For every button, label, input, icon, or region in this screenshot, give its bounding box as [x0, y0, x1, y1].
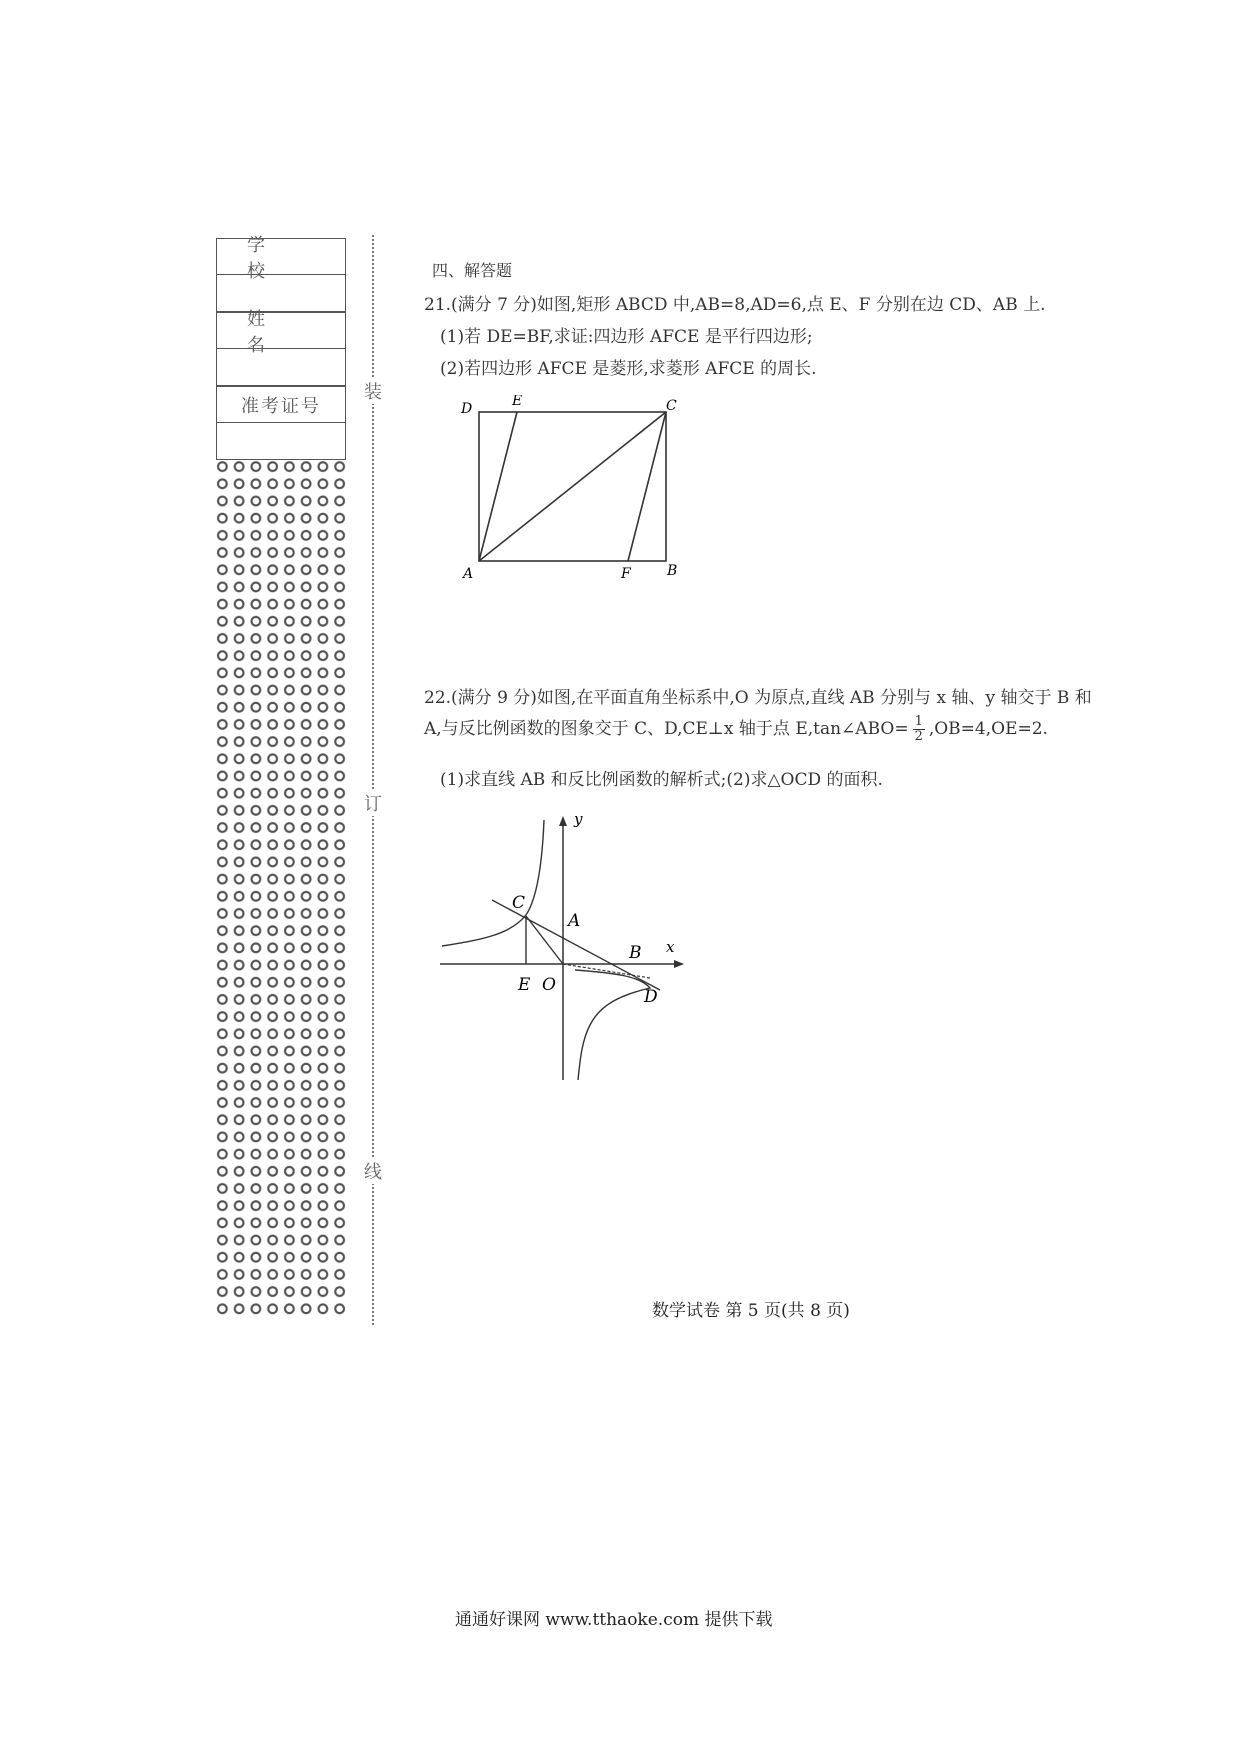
cut-mark-ding: 订 [362, 790, 384, 816]
q22-figure [440, 810, 700, 1090]
label-b: B [667, 563, 678, 579]
q22-line3: (1)求直线 AB 和反比例函数的解析式;(2)求△OCD 的面积. [440, 770, 883, 790]
label-x: x [666, 938, 675, 956]
q21-line3: (2)若四边形 AFCE 是菱形,求菱形 AFCE 的周长. [440, 359, 817, 379]
exam-id-box [216, 386, 346, 460]
q22-line1: 22.(满分 9 分)如图,在平面直角坐标系中,O 为原点,直线 AB 分别与 x 轴、y 轴交于 B 和 [424, 688, 1092, 708]
label-d: D [461, 401, 473, 417]
label-e: E [518, 975, 531, 995]
fraction-denominator: 2 [914, 729, 923, 744]
name-label: 姓 名 [217, 313, 345, 349]
hyperbola-branch-upper [442, 820, 544, 946]
segment-oc [526, 916, 563, 964]
label-c: C [666, 398, 677, 414]
segment-fc [628, 412, 666, 561]
label-a: A [568, 911, 581, 931]
tan-fraction [913, 715, 925, 744]
section-title: 四、解答题 [432, 261, 513, 280]
q21-line2: (1)若 DE=BF,求证:四边形 AFCE 是平行四边形; [440, 327, 813, 347]
label-e: E [512, 395, 523, 409]
cut-mark-xian: 线 [362, 1158, 384, 1184]
cut-mark-zhuang: 装 [362, 378, 384, 404]
segment-ae [479, 412, 517, 561]
q22-line2-post: ,OB=4,OE=2. [928, 719, 1048, 739]
school-label: 学 校 [217, 239, 345, 275]
site-footer: 通通好课网 www.tthaoke.com 提供下载 [455, 1610, 773, 1630]
label-a: A [463, 566, 474, 582]
q21-figure [455, 395, 705, 585]
page-footer: 数学试卷 第 5 页(共 8 页) [652, 1301, 850, 1321]
q22-line2 [424, 714, 1048, 744]
exam-id-label: 准考证号 [217, 387, 345, 423]
hyperbola-branch-lower [575, 970, 650, 1080]
decorative-pattern [214, 458, 348, 1318]
label-c: C [512, 893, 526, 913]
segment-od [563, 964, 650, 978]
y-axis-arrow [559, 816, 567, 826]
label-o: O [542, 975, 556, 995]
diagonal-ac [479, 412, 666, 561]
x-axis-arrow [674, 960, 684, 968]
label-y: y [574, 810, 583, 828]
label-f: F [621, 566, 631, 582]
label-b: B [629, 943, 642, 963]
fraction-numerator: 1 [914, 714, 923, 729]
school-box [216, 234, 346, 312]
label-d: D [644, 987, 658, 1007]
q22-line2-pre: A,与反比例函数的图象交于 C、D,CE⊥x 轴于点 E,tan∠ABO= [424, 719, 909, 739]
name-box [216, 308, 346, 386]
q21-line1: 21.(满分 7 分)如图,矩形 ABCD 中,AB=8,AD=6,点 E、F 分别在边 CD、AB 上. [424, 295, 1046, 315]
exam-id-field [217, 423, 345, 459]
